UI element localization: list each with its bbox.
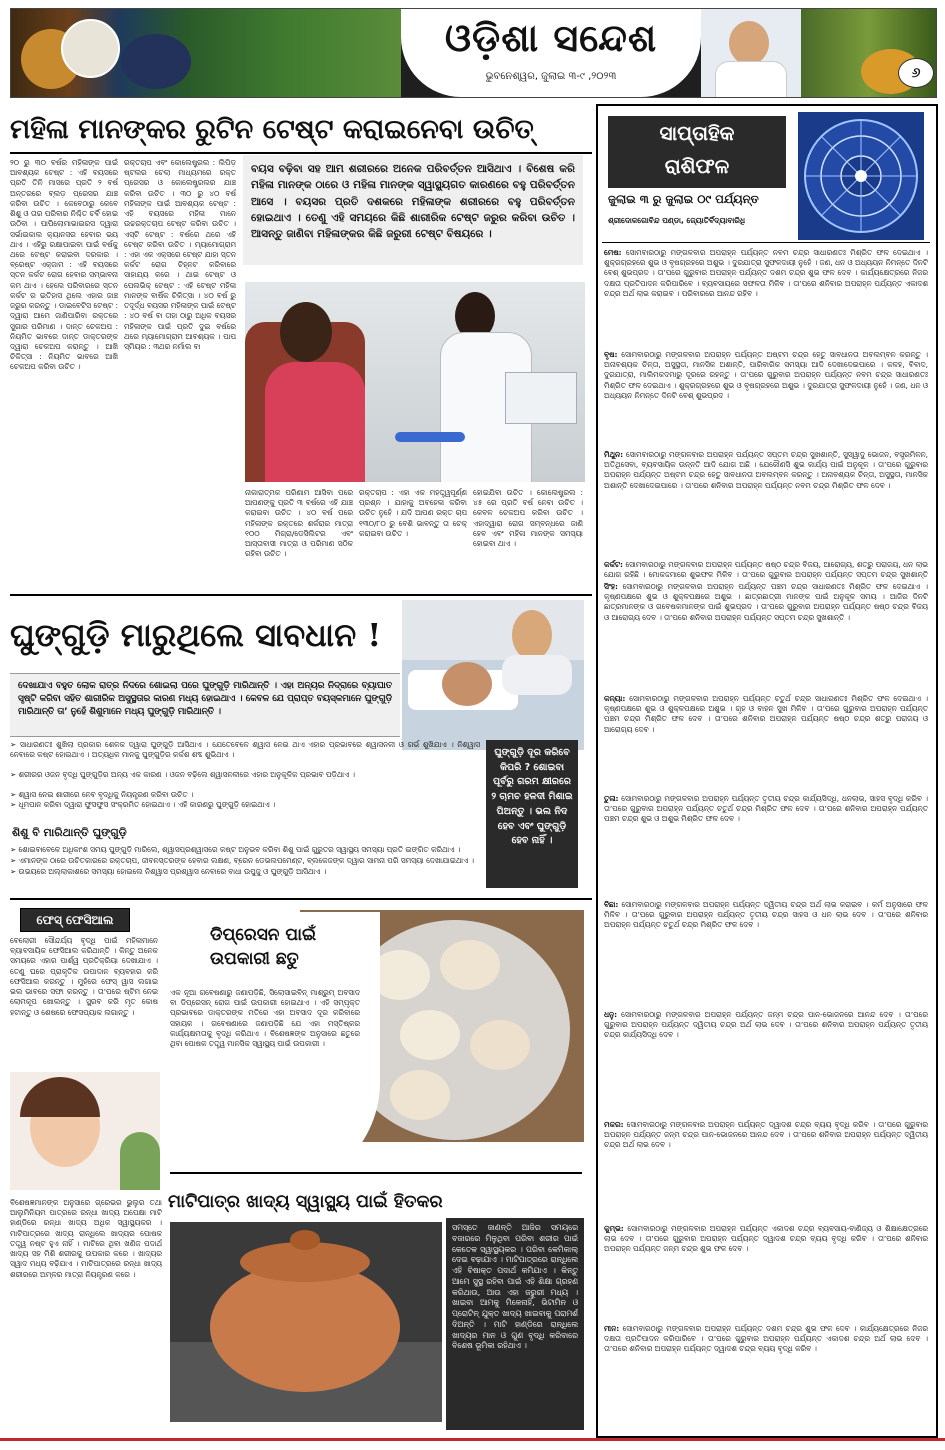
article1-col5: ହୋଇଯିବା ଉଚିତ । କୋଲେଷ୍ଟ୍ରଲ : ୪୫ ରେ ପ୍ରତି ବର୍ଷ ନେବା ଉଚିତ । କେବଳ ଚେକଅପ କରିବା ଉଚିତ । ଏହାଦ୍ୱାରା ରୋଗ ସମ୍ବନ୍ଧରେ ଜାଣି ହେବ ଏବଂ ମହିଳା ମାନଙ୍କ ସମସ୍ୟା ହୋଇବା ଥାଏ । [473, 488, 583, 549]
article2-points2 [10, 845, 480, 895]
sign-name: କନ୍ୟା: [604, 694, 626, 703]
sign-entry [604, 1324, 928, 1416]
blood-test-photo [245, 282, 585, 482]
section-divider [170, 1172, 582, 1174]
snoring-point: ➢ ଶରୀରର ଓଜନ ବୃଦ୍ଧି ଘୁଙ୍ଗୁଡ଼ିର ଅନ୍ୟ ଏକ କାରଣ । ଓଜନ ବଢ଼ିଲେ ଶ୍ୱାସନଳୀରେ ଏହାର ଅନୁକୂଳିକ ପ୍ରଭାବ ପଡ଼ିଥାଏ । [10, 770, 355, 779]
snoring-tip-box [486, 740, 578, 888]
horoscope-title-line2: ରାଶିଫଳ [664, 154, 730, 178]
sign-name: ବୃଷ: [604, 350, 618, 359]
sign-name: ସିଂହ: [604, 582, 618, 591]
article1-intro-box [243, 155, 583, 265]
article2-points [10, 740, 480, 812]
article1-col4: ରକ୍ତଚାପ : ଏହା ଏକ ମହତ୍ତ୍ୱପୂର୍ଣ୍ଣ ପ୍ରଶ୍ନ । ଯାହାକୁ ଅବହେଳା କରିବା ଉଚିତ ନୁହେଁ । ଯଦି ଆପଣ ରକ୍ତ ଚାପ ୧୩୦/୮୦ ରୁ ବେଶି ଭାବନ୍ତୁ ତା ଚେକ୍ କରାଇବା ଉଚିତ । [359, 488, 467, 538]
horoscope-title-line1: ସାପ୍ତାହିକ [659, 121, 735, 145]
horoscope-rule [602, 242, 930, 243]
sign-text: ସୋମବାରଠାରୁ ମଙ୍ଗଳବାର ଅପରାହ୍ନ ପର୍ଯ୍ୟନ୍ତ ସପ୍ତମ ଚନ୍ଦ୍ର ସୁଖଶାନ୍ତି, ସୁସ୍ୱାଦୁ ଭୋଜନ, ବସ୍ତ୍ରମିଳନ, ଅତିଥିସେବା, ବ୍ୟବସାୟିକ ଉନ୍ନତି ଆଦି ଯୋଗ ଅଛି । ଯେକୌଣସି ଶୁଭ କାର୍ଯ୍ୟ ପାଇଁ ଅନୁକୂଳ । ତା’ପରେ ଗୁରୁବାର ଅପରାହ୍ନ ପର୍ଯ୍ୟନ୍ତ ଅଷ୍ଟମ ଚନ୍ଦ୍ର ହେତୁ ସାବଧାନତା ଅବଲମ୍ବନ କରନ୍ତୁ । ଅନାବଶ୍ୟକ ଚିନ୍ତା, ଅସୁସ୍ଥତା, ମାନସିକ ଅଶାନ୍ତି ଦେଖାଦେଇପାରେ । ତା’ପରେ ଶନିବାର ଅପରାହ୍ନ ପର୍ଯ୍ୟନ୍ତ ନବମ ଚନ୍ଦ୍ର ମିଶ୍ରିତ ଫଳ ଦେବ । [604, 450, 928, 490]
article1-col2: ରକ୍ତଚାପ ଏବଂ କୋଲେଷ୍ଟ୍ରଲ : ଲିପିଡ଼ ଷ୍ଟଲର ଚେଲା ମାଧ୍ୟମରେ ରକ୍ତ ପ୍ରେସର ଓ କୋଲେଷ୍ଟ୍ରଲର ଯାଞ୍ଚ କରିବା ଉଚିତ । ୩୦ ରୁ ୪୦ ବର୍ଷ ମହିଳାଙ୍କ ପାଇଁ ଆବଶ୍ୟକ ଟେଷ୍ଟ : ଏହି ବୟସରେ ମହିଳା ମାନେ ଉଚ୍ଚରକ୍ତଚାପ ଟେଷ୍ଟ କରିବା ଉଚିତ । ଏସ୍‌ଟି ଟେଷ୍ଟ : ବର୍ଷରେ ଥରେ ଏହି ଟେଷ୍ଟ କରିବା ଉଚିତ । ମ୍ୟାମୋଗ୍ରାମ : ଏହା ଏକ ଏକ୍ସରେ ଟେଷ୍ଟ ଯାହା ସ୍ତନ କର୍କଟ ରୋଗ ଚିହ୍ନଟ କରିବାରେ ସାହାଯ୍ୟ କରେ । ଥାଇ ଟେଷ୍ଟ ଓ ପେଲଭିକ୍ ଟେଷ୍ଟ : ଏହି ଟେଷ୍ଟ ମହିଳା ମାନଙ୍କ ବାର୍ଷିକ ଚିକିତ୍ସା । ୪୦ ବର୍ଷ ରୁ ତଦୂର୍ଦ୍ଧ ବୟସର ମହିଳାଙ୍କ ପାଇଁ ଟେଷ୍ଟ : ୪୦ ବର୍ଷ ବା ତାହା ଠାରୁ ଅଧିକ ବୟସର ମହିଳାଙ୍କ ପାଇଁ ପ୍ରତି ଦୁଇ ବର୍ଷରେ ଥରେ ମ୍ୟାମୋଗ୍ରାମ ଆବଶ୍ୟକ । ପାପ ସ୍ମିୟର : ୩ଥର ନର୍ମାଲ ବା [124, 158, 236, 351]
newspaper-title: ଓଡ଼ିଶା ସନ୍ଦେଶ [444, 15, 658, 60]
sign-name: ମେଷ: [604, 248, 622, 257]
sign-name: ମୀନ: [604, 1324, 620, 1333]
clay-pot-photo [170, 1222, 442, 1422]
horoscope-title-box [608, 116, 786, 188]
sign-entry [604, 900, 928, 1010]
sign-entry [604, 350, 928, 450]
child-snoring-point: ➢ ଶୋଇବାବେଳେ ଅଧିକାଂଶ ସମୟ ଘୁଙ୍ଗୁଡ଼ି ମାରିଲେ, ଶ୍ୱାସପ୍ରଶ୍ୱାସରେ କଷ୍ଟ ଅନୁଭବ କରିବା ଶିଶୁ ପାଇଁ ଗୁରୁତର ସ୍ୱାସ୍ଥ୍ୟ ସମସ୍ୟା ପ୍ରତି ଇଙ୍ଗିତ କରିଥାଏ । [10, 845, 461, 854]
sign-entry [604, 694, 928, 794]
zodiac-wheel-image [798, 112, 924, 240]
sign-text: ସୋମବାରଠାରୁ ମଙ୍ଗଳବାର ଅପରାହ୍ନ ପର୍ଯ୍ୟନ୍ତ ଏକାଦଶ ଚନ୍ଦ୍ର ବ୍ୟବସାୟ-ବାଣିଜ୍ୟ ଓ ଶିକ୍ଷାକ୍ଷେତ୍ରରେ ଲାଭ ଦେବ । ତା’ପରେ ଗୁରୁବାର ଅପରାହ୍ନ ପର୍ଯ୍ୟନ୍ତ ଦ୍ୱାଦଶ ଚନ୍ଦ୍ର ବ୍ୟୟ ବୃଦ୍ଧି କରିବ । ତା’ପରେ ଶନିବାର ଅପରାହ୍ନ ପର୍ଯ୍ୟନ୍ତ ଜନ୍ମ ଚନ୍ଦ୍ର ଶୁଭ ଫଳ ଦେବ । [604, 1224, 928, 1254]
article1-intro: ବୟସ ବଢ଼ିବା ସହ ଆମ ଶରୀରରେ ଅନେକ ପରିବର୍ତ୍ତନ ଆସିଥାଏ । ବିଶେଷ କରି ମହିଳା ମାନଙ୍କ ଠାରେ ଓ ମହିଳା ମାନଙ୍କ ସ୍ୱାସ୍ଥ୍ୟଗତ କାରଣରେ ବହୁ ପରିବର୍ତ୍ତନ ଆସେ । ବୟସର ପ୍ରତି ଦଶକରେ ମହିଳାଙ୍କ ଶରୀରରେ ବହୁ ପରିବର୍ତ୍ତନ ହୋଇଥାଏ । ତେଣୁ ଏହି ସମୟରେ କିଛି ଶାରୀରିକ ଟେଷ୍ଟ ଜରୁର କରିବା ଉଚିତ । ଆସନ୍ତୁ ଜାଣିବା ମହିଳାଙ୍କର କିଛି ଜରୁରୀ ଟେଷ୍ଟ ବିଷୟରେ । [251, 163, 575, 241]
sign-entry [604, 794, 928, 900]
sign-text: ସୋମବାରଠାରୁ ମଙ୍ଗଳବାର ଅପରାହ୍ନ ପର୍ଯ୍ୟନ୍ତ ଅଷ୍ଟମ ଚନ୍ଦ୍ର ହେତୁ ସାବଧାନତା ଅବଲମ୍ବନ କରନ୍ତୁ । ଅନାବଶ୍ୟକ ଚିନ୍ତା, ଅସୁସ୍ଥତା, ମାନସିକ ଅଶାନ୍ତି, ପାରିବାରିକ ସମସ୍ୟା ଆଦି ଦେଖାଦେଇପାରେ । କଳହ, ବିବାଦ, ଦୁରଯାତ୍ରା, ମାଲିମକଦମାରୁ ଦୂରରେ ରହନ୍ତୁ । ତା’ପରେ ଗୁରୁବାର ଅପରାହ୍ନ ପର୍ଯ୍ୟନ୍ତ ନବମ ଚନ୍ଦ୍ର ସାଧାରଣତଃ ମିଶ୍ରିତ ଫଳ ଦେଇଥାଏ । ଶୁକ୍ରଗ୍ରହରେ ଶୁଭ ଓ ବୃଷଗ୍ରହରେ ଅଶୁଭ । ଦୁରଯାତ୍ରା ସୁଫଳଦାୟୀ ନୁହେଁ । ଜଣ, ଧନ ଓ ଅଧ୍ୟୟନ ନିମନ୍ତେ ଦିନଟି ବେଶ୍ ଶୁଭପ୍ରଦ । [604, 350, 928, 400]
headline-rule [10, 152, 592, 154]
snoring-point: ➢ ଧୂମପାନ କରିବା ଦ୍ୱାରା ଫୁସଫୁସ ସଂକ୍ରମିତ ହୋଇଥାଏ । ଏହି କାରଣରୁ ଘୁଙ୍ଗୁଡ଼ି ହୋଇଥାଏ । [10, 800, 276, 809]
sign-entry [604, 1224, 928, 1324]
snoring-point: ➢ ସାଧାରଣତଃ ଶୁଖିଲା ପ୍ରକାର ଶେଳକ ଦ୍ୱାରା ଘୁଙ୍ଗୁଡ଼ି ଆସିଥାଏ । ଯେତେବେଳେ ଶ୍ୱାସ ନେଇ ଥାଏ ଏହାର ପ୍ରଭାବରେ ଶ୍ୱାସନଳୀ ଓ ଗର୍ଭ ଶୁଖିଯାଏ । ନିଶ୍ୱାସ ନେବାରେ କଷ୍ଟ ହୋଇଥାଏ । ଅତ୍ୟଧିକ ମାନକୁ ଘୁଙ୍ଗୁଡ଼ିର କର୍କଶ ଶବ୍ଦ ଶୁଭିଥାଏ । [10, 740, 480, 760]
horoscope-author: ଶ୍ରୀଦୋଳଗୋବିନ୍ଦ ପଣ୍ଡା, ଜ୍ୟୋତିର୍ବିଦ୍ୟାବାରିଧି [608, 216, 746, 225]
article3-headline-box [20, 908, 130, 932]
article3-text: ବେଲୋରୀ ସୌନ୍ଦର୍ଯ୍ୟ ବୃଦ୍ଧି ପାଇଁ ମହିଳାମାନେ ବ୍ୟାବସାୟିକ ଫେସିଆଲ କରିଥାନ୍ତି । କିନ୍ତୁ ଅନେକ ସମୟରେ ଏହାର ପାର୍ଶ୍ୱ ପ୍ରତିକ୍ରିୟା ଦେଖାଯାଏ । ତେଣୁ ଘରେ ପ୍ରାକୃତିକ ଉପାଦାନ ବ୍ୟବହାର କରି ଫେସିଆଲ କରନ୍ତୁ । ମୁହଁରେ ଫେସ୍ ୱାସ ଲଗାଇ ଭଲ ଭାବରେ ସଫା କରନ୍ତୁ । ତା’ପରେ ଷ୍ଟିମ ନେଇ ଲୋମକୂପ ଖୋଲନ୍ତୁ । ସ୍କ୍ରବ କରି ମୃତ କୋଷ ହଟାନ୍ତୁ ଓ ଶେଷରେ ଫେସପ୍ୟାକ ଲଗାନ୍ତୁ । [10, 936, 158, 1017]
page-number: ୬ [898, 58, 934, 88]
sign-name: କର୍କଟ: [604, 560, 624, 569]
dateline: ଭୁବନେଶ୍ୱର, ଜୁଲାଇ ୩-୯ ,୨୦୨୩ [485, 71, 617, 82]
article5-headline: ମାଟିପାତ୍ର ଖାଦ୍ୟ ସ୍ୱାସ୍ଥ୍ୟ ପାଇଁ ହିତକର [168, 1192, 443, 1212]
article4-headline-box [170, 912, 380, 1192]
food-image-left [11, 9, 401, 97]
article5-box [446, 1218, 584, 1430]
child-snoring-point: ➢ ଉଭୟରେ ଅଲ୍ଲାକାଶରେ ସମସ୍ୟା ହୋଇଲେ ନିଶ୍ୱାସ ପ୍ରଶ୍ୱାସ ନେବାରେ ବାଧା ଉପୁଜୁ ଓ ଘୁଙ୍ଗୁଡ଼ି ଆସିଥାଏ । [10, 867, 327, 876]
sign-text: ସୋମବାରଠାରୁ ମଙ୍ଗଳବାର ଅପରାହ୍ନ ପର୍ଯ୍ୟନ୍ତ ପଞ୍ଚମ ଚନ୍ଦ୍ର ସାଧାରଣତଃ ମିଶ୍ରିତ ଫଳ ଦେଇଥାଏ । କୃଷ୍ଣପକ୍ଷରେ ଶୁଭ ଓ ଶୁକ୍ଳପକ୍ଷରେ ଅଶୁଭ । ଛାତ୍ରଛାତ୍ରୀ ମାନଙ୍କ ପାଇଁ ଅନୁକୂଳ ସମୟ । ଆଜିର ଦିନଟି ଛାତ୍ରମାନଙ୍କ ଓ ଗବେଷକମାନଙ୍କ ପାଇଁ ଶୁଭପ୍ରଦ । ତା’ପରେ ଗୁରୁବାର ଅପରାହ୍ନ ପର୍ଯ୍ୟନ୍ତ ଷଷ୍ଠ ଚନ୍ଦ୍ର ବିଜୟ ଓ ଆରୋଗ୍ୟ ଦେବ । ତା’ପରେ ଶନିବାର ଅପରାହ୍ନ ପର୍ଯ୍ୟନ୍ତ ସପ୍ତମ ଚନ୍ଦ୍ର ସୁଖଶାନ୍ତି । [604, 582, 928, 622]
sign-name: ବିଛା: [604, 900, 619, 909]
sign-text: ସୋମବାରଠାରୁ ମଙ୍ଗଳବାର ଅପରାହ୍ନ ପର୍ଯ୍ୟନ୍ତ ଦ୍ୱିତୀୟ ଚନ୍ଦ୍ର ଅର୍ଥ ଲାଭ କରାଇବ । କର୍ମ ଅନୁସାରେ ଫଳ ମିଳିବ । ତା’ପରେ ଗୁରୁବାର ଅପରାହ୍ନ ପର୍ଯ୍ୟନ୍ତ ତୃତୀୟ ଚନ୍ଦ୍ର ସାହସ ଓ ଧନ ଲାଭ ଦେବ । ତା’ପରେ ଶନିବାର ଅପରାହ୍ନ ପର୍ଯ୍ୟନ୍ତ ଚତୁର୍ଥ ଚନ୍ଦ୍ର ମିଶ୍ରିତ ଫଳ ଦେବ । [604, 900, 928, 930]
horoscope-range: ଜୁଲାଇ ୩ ରୁ ଜୁଲାଇ ୦୯ ପର୍ଯ୍ୟନ୍ତ [608, 192, 759, 206]
sign-entry [604, 582, 928, 694]
section-divider [10, 594, 592, 596]
doctor-image [701, 9, 801, 97]
article1-col1: ୨୦ ରୁ ୩୦ ବର୍ଷର ମହିଳାଙ୍କ ପାଇଁ ଆବଶ୍ୟକ ଟେଷ୍ଟ : ଏହି ବୟସରେ ପ୍ରତି ତିନି ମାସରେ ପ୍ରତି ୨ ବର୍ଷ ଅନ୍ତରରେ ବ୍ଲଡ଼ ପ୍ରେସର ଯାଞ୍ଚ କରିବା ଉଚିତ । କେବେଠାରୁ କେବେ ଶିଶୁ ଓ ତାର ପରିବାର ନିଶ୍ଚିତ ଚର୍ବି ହୋଇ ଉଠିବା । ପାପିଲୋମାଭାଇରସ ଦ୍ୱାରା ସର୍ଭାଇକାଲ କ୍ୟାନସର ହେବାର ଭୟ ଥାଏ । ଏହିରୁ ରକ୍ଷାପାଇବା ପାଇଁ ବର୍ଷକୁ ଥରେ ଟେଷ୍ଟ କରାଇବା ଦରକାର । ବ୍ରେଷ୍ଟ ଏକ୍ଜାମ : ଏହି ବୟସରେ ସ୍ତନ କର୍କଟ ରୋଗ ହେବାର ସମ୍ଭାବନା କମ ଥାଏ । ହେଲେ ପରିବାରରେ ସ୍ତନ କର୍କଟ ର ଇତିହାସ ଥିଲେ ଏହାର ଜାଞ୍ଚ ଜରୁର କରନ୍ତୁ । ଡାଇବେଟିସ ଟେଷ୍ଟ : ଦ୍ୱାରା ଆମେ ଜାଣିପାରିବା ରକ୍ତରେ ସୁଗାର ପରିମାଣ । ଦାନ୍ତ ଚେକଅପ : ନିୟମିତ ଭାବରେ ଦାନ୍ତ ଡାକ୍ତରଙ୍କ ଦ୍ୱାରା ଚେକଅପ କରାନ୍ତୁ । ଆଖି ଚିକିତ୍ସା : ନିୟମିତ ଭାବରେ ଆଖି ଚେକଅପ କରିବା ଉଚିତ । [10, 158, 118, 372]
snoring-tip: ଘୁଙ୍ଗୁଡ଼ି ଦୂର କରିବେ କିପରି ? ଶୋଇବା ପୂର୍ବରୁ ଗରମ କ୍ଷୀରରେ ୨ ଚାମଚ ହଳଦୀ ମିଶାଇ ପିଅନ୍ତୁ । ଭଲ ନିଦ ହେବ ଏବଂ ଘୁଙ୍ଗୁଡ଼ି ହେବ ନାହିଁ । [491, 747, 573, 847]
sign-name: ମିଥୁନ: [604, 450, 624, 459]
sign-text: ସୋମବାରଠାରୁ ମଙ୍ଗଳବାର ଅପରାହ୍ନ ପର୍ଯ୍ୟନ୍ତ ଦ୍ୱାଦଶ ଚନ୍ଦ୍ର ବ୍ୟୟ ବୃଦ୍ଧି କରିବ । ତା’ପରେ ଗୁରୁବାର ଅପରାହ୍ନ ପର୍ଯ୍ୟନ୍ତ ଜନ୍ମ ଚନ୍ଦ୍ର ପାନ-ଭୋଜନରେ ଆନନ୍ଦ ଦେବ । ତା’ପରେ ଶନିବାର ଅପରାହ୍ନ ପର୍ଯ୍ୟନ୍ତ ଦ୍ୱିତୀୟ ଚନ୍ଦ୍ର ଅର୍ଥ ଲାଭ ଦେବ । [604, 1120, 928, 1150]
sign-text: ସୋମବାରଠାରୁ ମଙ୍ଗଳବାର ଅପରାହ୍ନ ପର୍ଯ୍ୟନ୍ତ ଚତୁର୍ଥ ଚନ୍ଦ୍ର ସାଧାରଣତଃ ମିଶ୍ରିତ ଫଳ ଦେଇଥାଏ । କୃଷ୍ଣପକ୍ଷରେ ଶୁଭ ଓ ଶୁକ୍ଳପକ୍ଷରେ ଅଶୁଭ । ଗୃହ ଓ ବାହନ ସୁଖ ମିଳିବ । ତା’ପରେ ଗୁରୁବାର ଅପରାହ୍ନ ପର୍ଯ୍ୟନ୍ତ ପଞ୍ଚମ ଚନ୍ଦ୍ର ମିଶ୍ରିତ ଫଳ ଦେବ । ତା’ପରେ ଶନିବାର ଅପରାହ୍ନ ପର୍ଯ୍ୟନ୍ତ ଷଷ୍ଠ ଚନ୍ଦ୍ର ଶତ୍ରୁ ପରାଜୟ ଓ ଆରୋଗ୍ୟ ଦେବ । [604, 694, 928, 734]
article1-col3: ନାକାରାତ୍ମକ ପରିଣାମ ଆସିବା ପରେ ଆପଣଙ୍କୁ ପ୍ରତି ୩ ବର୍ଷରେ ଏହି ଯାଞ୍ଚ କରାଇବା ଉଚିତ । ୪୦ ବର୍ଷ ପରେ ମହିଳାଙ୍କ ରକ୍ତରେ ଶର୍କରାର ମାତ୍ରା ୧୦୦ ମିଗ୍ରା/ଡେସିଲିଟର ଏବଂ ଆସ୍ତାବାସୀ ମାତ୍ରା ଓ ପରିମାଣ ସଠିକ ରହିବା ଉଚିତ । [245, 488, 353, 559]
sign-entry [604, 560, 928, 582]
article4-text: ଏକ ନୂଆ ଗବେଷଣାରୁ ଜଣାପଡ଼ିଛି, ସିଲୋସାଇବିନ୍ ମାଶ୍‌ରୁମ୍ ଅବସାଦ ବା ଡିପ୍ରେସନ୍ ରୋଗ ପାଇଁ ଉପକାରୀ ହୋଇଥାଏ । ଏହି ସମ୍ପୃକ୍ତ ପ୍ରଭାବରେ ଡାକ୍ତରଙ୍କ ମତିରେ ଏହା ଅବସାଦ ଦୂର କରିବାରେ ସହାୟକ । ଗବେଷଣାରେ ଜଣାପଡ଼ିଛି ଯେ ଏହା ମସ୍ତିଷ୍କର କାର୍ଯ୍ୟକ୍ଷମତାକୁ ବୃଦ୍ଧି କରିଥାଏ । ବିଶେଷଜ୍ଞଙ୍କ ଅନୁସାରେ ଛତୁରେ ଥିବା ପୋଷକ ତତ୍ତ୍ୱ ମାନସିକ ସ୍ୱାସ୍ଥ୍ୟ ପାଇଁ ଉପକାରୀ । [170, 988, 360, 1049]
sign-text: ସୋମବାରଠାରୁ ମଙ୍ଗଳବାର ଅପରାହ୍ନ ପର୍ଯ୍ୟନ୍ତ ତୃତୀୟ ଚନ୍ଦ୍ର କାର୍ଯ୍ୟସିଦ୍ଧି, ଧନଲାଭ, ସାହସ ବୃଦ୍ଧି କରିବ । ତା’ପରେ ଗୁରୁବାର ଅପରାହ୍ନ ପର୍ଯ୍ୟନ୍ତ ଚତୁର୍ଥ ଚନ୍ଦ୍ର ମିଶ୍ରିତ ଫଳ ଦେବ । ତା’ପରେ ଶନିବାର ଅପରାହ୍ନ ପର୍ଯ୍ୟନ୍ତ ପଞ୍ଚମ ଚନ୍ଦ୍ର ଶୁଭ ଓ ଅଶୁଭ ମିଶ୍ରିତ ଫଳ ଦେବ । [604, 794, 928, 824]
article5-box-text: ସମସ୍ତେ ଜାଣନ୍ତି ଆଜିର ସମୟରେ ବଜାରରେ ମିଳୁଥିବା ପରିବା ଶରୀର ପାଇଁ କେତେକ ସ୍ୱାସ୍ଥ୍ୟକର । ପରିବା କେମିକାଲ୍ ଦେଇ ବଢ଼ାଯାଏ । ମାଟିପାତ୍ରରେ ରାନ୍ଧିଲେ ଏହି ବିଷାକ୍ତ ପଦାର୍ଥ କମିଯାଏ । କିନ୍ତୁ ଆମେ ସୁସ୍ଥ ରହିବା ପାଇଁ ଏହି ଶିକ୍ଷା ଗ୍ରହଣ କରିଥାଉ, ଆଉ ଏହା ଜରୁରୀ ମଧ୍ୟ । ଖାଇବା ଆମକୁ ମିଳେନାହିଁ, ଭିଟାମିନ ଓ ପ୍ରୋଟିନ୍ ଯୁକ୍ତ ଖାଦ୍ୟ ଖାଇବାକୁ ପରାମର୍ଶ ଦିଅନ୍ତି । ମାଟି ହାଣ୍ଡିରେ ରାନ୍ଧିଲେ ଖାଦ୍ୟର ମାନ ଓ ଗୁଣ ବୃଦ୍ଧି କରିବାରେ ବିଶେଷ ଭୂମିକା ରହିଥାଏ । [452, 1223, 578, 1351]
snoring-photo [402, 600, 584, 750]
article1-headline: ମହିଳା ମାନଙ୍କର ରୁଟିନ ଟେଷ୍ଟ କରାଇନେବା ଉଚିତ୍ [10, 114, 534, 145]
horoscope-panel [596, 104, 938, 1438]
facial-photo [10, 1072, 160, 1190]
article2-intro: ଦେଖାଯାଏ ବହୁତ ଲୋକ ରାତ୍ର ନିଦରେ ଶୋଇଲା ପରେ ଘୁଙ୍ଗୁଡ଼ି ମାରିଥାନ୍ତି । ଏହା ଅନ୍ୟର ନିଦ୍ରାରେ ବ୍ୟାଘାତ ସୃଷ୍ଟି କରିବା ସହିତ ଶାରୀରିକ ଅସୁସ୍ଥତାର କାରଣ ମଧ୍ୟ ହୋଇଥାଏ । କେବଳ ଯେ ପ୍ରାପ୍ତ ବୟସ୍କମାନେ ଘୁଙ୍ଗୁଡ଼ି ମାରିଥାନ୍ତି ତା’ ନୁହେଁ ଶିଶୁମାନେ ମଧ୍ୟ ଘୁଙ୍ଗୁଡ଼ି ମାରିଥାନ୍ତି । [18, 681, 392, 718]
sign-name: ତୁଳା: [604, 794, 619, 803]
article5-text: ବିଶେଷଜ୍ଞମାନଙ୍କ ଅନୁସାରେ ଗ୍ରେଭର ଭୁଲୁର ତଥା ଆଲୁମିନିୟମ ପାତ୍ରରେ ରନ୍ଧା ଖାଦ୍ୟ ଅପେକ୍ଷା ମାଟି ହାଣ୍ଡିରେ ରନ୍ଧା ଖାଦ୍ୟ ଅଧିକ ସ୍ୱାସ୍ଥ୍ୟକର । ମାଟିପାତ୍ରରେ ଖାଦ୍ୟ ରାନ୍ଧିଲେ ଖାଦ୍ୟର ପୋଷକ ତତ୍ତ୍ୱ ନଷ୍ଟ ହୁଏ ନାହିଁ । ମାଟିରେ ଥିବା ଖଣିଜ ପଦାର୍ଥ ଖାଦ୍ୟ ସହ ମିଶି ଶରୀରକୁ ଉପକାର କରେ । ଖାଦ୍ୟର ସ୍ୱାଦ ମଧ୍ୟ ବଢ଼ିଯାଏ । ମାଟିପାତ୍ରରେ ରନ୍ଧା ଖାଦ୍ୟ ଶରୀରରେ ଅମ୍ଳର ମାତ୍ରା ନିୟନ୍ତ୍ରଣ କରେ । [10, 1198, 162, 1279]
sign-text: ସୋମବାରଠାରୁ ମଙ୍ଗଳବାର ଅପରାହ୍ନ ପର୍ଯ୍ୟନ୍ତ ଦଶମ ଚନ୍ଦ୍ର ଶୁଭ ଫଳ ଦେବ । କାର୍ଯ୍ୟକ୍ଷେତ୍ରରେ ନିଜର ଦକ୍ଷତା ପ୍ରତିପାଦନ କରିପାରିବେ । ତା’ପରେ ଗୁରୁବାର ଅପରାହ୍ନ ପର୍ଯ୍ୟନ୍ତ ଏକାଦଶ ଚନ୍ଦ୍ର ଅର୍ଥ ଲାଭ ଦେବ । ତା’ପରେ ଶନିବାର ଅପରାହ୍ନ ପର୍ଯ୍ୟନ୍ତ ଦ୍ୱାଦଶ ଚନ୍ଦ୍ର ବ୍ୟୟ ବୃଦ୍ଧି କରିବ । [604, 1324, 928, 1354]
sign-entry [604, 1010, 928, 1120]
sign-name: କୁମ୍ଭ: [604, 1224, 624, 1233]
masthead-banner [10, 8, 937, 98]
section-divider [10, 898, 592, 900]
article2-intro-box [10, 673, 400, 737]
sign-text: ସୋମବାରଠାରୁ ମଙ୍ଗଳବାର ଅପରାହ୍ନ ପର୍ଯ୍ୟନ୍ତ ନବମ ଚନ୍ଦ୍ର ସାଧାରଣତଃ ମିଶ୍ରିତ ଫଳ ଦେଇଥାଏ । ଶୁକ୍ରଗ୍ରହରେ ଶୁଭ ଓ ବୃଷଗ୍ରହରେ ଅଶୁଭ । ଦୁରଯାତ୍ରା ସୁଫଳଦାୟୀ ନୁହେଁ । ଜଣ, ଧନ ଓ ଅଧ୍ୟୟନ ନିମନ୍ତେ ଦିନଟି ବେଶ୍ ଶୁଭପ୍ରଦ । ତା’ପରେ ଗୁରୁବାର ଅପରାହ୍ନ ପର୍ଯ୍ୟନ୍ତ ଦଶମ ଚନ୍ଦ୍ର ଶୁଭ ଫଳ ଦେବ । କାର୍ଯ୍ୟକ୍ଷେତ୍ରରେ ନିଜର ଦକ୍ଷତା ପ୍ରତିପାଦନ କରିପାରିବେ । ବ୍ୟବସାୟରେ ସଫଳତା ମିଳିବ । ତା’ପରେ ଶନିବାର ଅପରାହ୍ନ ପର୍ଯ୍ୟନ୍ତ ଏକାଦଶ ଚନ୍ଦ୍ର ଅର୍ଥ ଲାଭ କରାଇବ । ପରିବାରରେ ଆନନ୍ଦ ରହିବ । [604, 248, 928, 298]
article3-headline: ଫେସ୍ ଫେସିଆଲ [36, 913, 114, 927]
article2-subhead: ଶିଶୁ ବି ମାରିଥାନ୍ତି ଘୁଙ୍ଗୁଡ଼ି [12, 826, 127, 839]
horoscope-signs [604, 248, 928, 1426]
child-snoring-point: ➢ ଏମାନଙ୍କ ଠାରେ ଉଚିତକାରରେ ରକ୍ତଚାପ, ଜୀବନସ୍ତରଙ୍କ ହେବାର ଲକ୍ଷଣ, ବ୍ରେନ ଡେଭଲପମେଣ୍ଟ, ବ୍ଲକେଜଙ୍କ ଦ୍ୱାର ସାମନା ପରି ସମସ୍ୟା ଦେଖାଯାଇଥାଏ । [10, 856, 474, 865]
sign-entry [604, 450, 928, 560]
sign-entry [604, 1120, 928, 1224]
sign-name: ଧନୁ: [604, 1010, 618, 1019]
masthead-center [401, 9, 701, 97]
article2-headline: ଘୁଙ୍ଗୁଡ଼ି ମାରୁଥିଲେ ସାବଧାନ ! [10, 616, 382, 654]
sign-text: ସୋମବାରଠାରୁ ମଙ୍ଗଳବାର ଅପରାହ୍ନ ପର୍ଯ୍ୟନ୍ତ ଜନ୍ମ ଚନ୍ଦ୍ର ପାନ-ଭୋଜନରେ ଆନନ୍ଦ ଦେବ । ତା’ପରେ ଗୁରୁବାର ଅପରାହ୍ନ ପର୍ଯ୍ୟନ୍ତ ଦ୍ୱିତୀୟ ଚନ୍ଦ୍ର ଅର୍ଥ ଲାଭ ଦେବ । ତା’ପରେ ଶନିବାର ଅପରାହ୍ନ ପର୍ଯ୍ୟନ୍ତ ତୃତୀୟ ଚନ୍ଦ୍ର କାର୍ଯ୍ୟସିଦ୍ଧି ଦେବ । [604, 1010, 928, 1040]
sign-name: ମକର: [604, 1120, 624, 1129]
article4-headline: ଡିପ୍ରେସନ ପାଇଁ ଉପକାରୀ ଛତୁ [210, 925, 317, 969]
sign-text: ସୋମବାରଠାରୁ ମଙ୍ଗଳବାର ଅପରାହ୍ନ ପର୍ଯ୍ୟନ୍ତ ଷଷ୍ଠ ଚନ୍ଦ୍ର ବିଜୟ, ଆରୋଗ୍ୟ, ଶତ୍ରୁ ପରାଜୟ, ଧନ ଲାଭ ଯୋଗ ରହିଛି । ମୋକଦ୍ଦମାରେ ଶୁଭଫଳ ମିଳିବ । ତା’ପରେ ଗୁରୁବାର ଅପରାହ୍ନ ପର୍ଯ୍ୟନ୍ତ ସପ୍ତମ ଚନ୍ଦ୍ର ସୁଖଶାନ୍ତି [604, 560, 928, 580]
snoring-point: ➢ ଶ୍ୱାସ ନେଇ ଶାରୀରେ ନେବ ବୃଦ୍ଧିକୁ ନିୟନ୍ତ୍ରଣ କରିବା ଉଚିତ । [10, 790, 194, 799]
sign-entry [604, 248, 928, 350]
footer-rule [0, 1438, 945, 1441]
